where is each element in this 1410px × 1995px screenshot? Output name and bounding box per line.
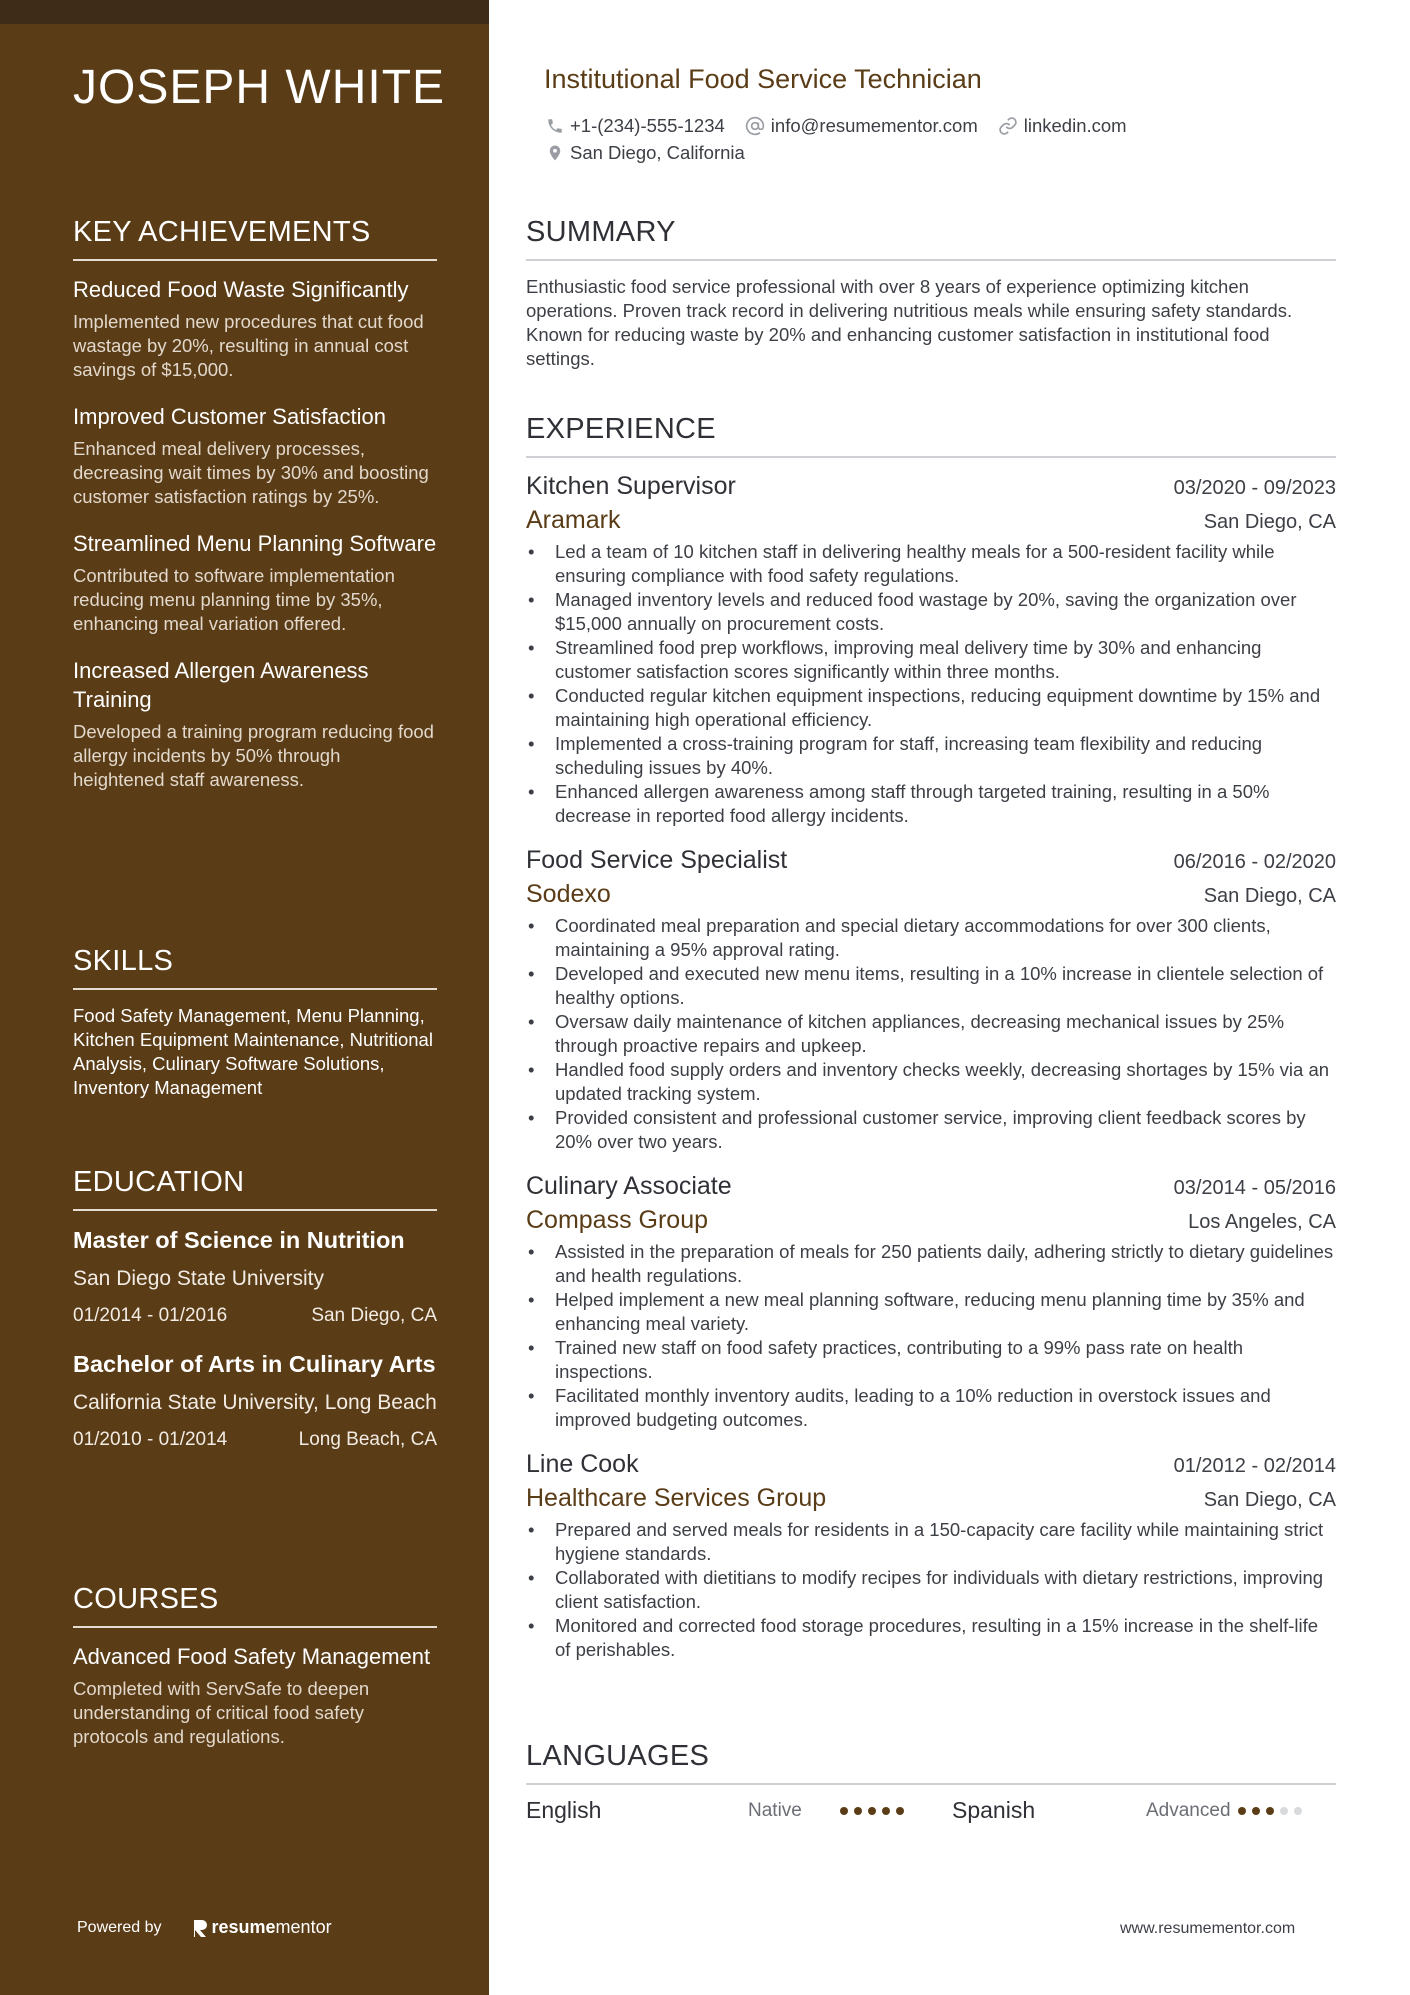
courses-list [73,1642,437,1749]
experience-entry [526,1172,1336,1432]
rating-dot-filled [1238,1807,1246,1815]
exp-location: San Diego, CA [1203,885,1336,907]
sidebar-top-band [0,0,489,24]
exp-header-row [526,846,1336,875]
section-heading: LANGUAGES [526,1740,1336,1785]
section-heading: EDUCATION [73,1166,437,1211]
course-title: Advanced Food Safety Management [73,1644,431,1669]
exp-bullet: • Implemented a cross-training program for staff, increasing team flexibility and reducing scheduling issues by 40%. [526,732,1336,780]
exp-company: Aramark [526,506,621,534]
exp-bullet: • Coordinated meal preparation and special dietary accommodations for over 300 clients, maintaining a 95% approval rating. [526,914,1336,962]
language-name: Spanish [952,1797,1036,1823]
exp-bullets [526,1518,1336,1662]
exp-company: Compass Group [526,1206,709,1234]
exp-bullet: • Assisted in the preparation of meals for 250 patients daily, adhering strictly to dietary guidelines and health regulations. [526,1240,1336,1288]
section-heading: KEY ACHIEVEMENTS [73,216,437,261]
rating-dot-filled [840,1807,848,1815]
language-level: Advanced [1146,1799,1231,1821]
exp-bullet: • Provided consistent and professional customer service, improving client feedback scores by 20% over two years. [526,1106,1336,1154]
edu-degree: Bachelor of Arts in Culinary Arts [73,1351,436,1377]
email-text: info@resumementor.com [770,114,978,136]
job-title: Institutional Food Service Technician [544,64,982,94]
exp-company-row [526,1479,1336,1513]
candidate-name: JOSEPH WHITE [73,61,446,114]
exp-company-row [526,501,1336,535]
rating-dot-filled [882,1807,890,1815]
powered-by-label: Powered by [77,1918,162,1936]
achievement-desc: Enhanced meal delivery processes, decreasing wait times by 30% and boosting customer satisfaction ratings by 25%. [73,438,429,507]
languages-list [526,1797,1336,1824]
location-pin-icon [546,143,564,163]
rating-dot-filled [1266,1807,1274,1815]
rating-dot-filled [896,1807,904,1815]
at-sign-icon [745,116,765,136]
exp-role: Food Service Specialist [526,846,788,874]
section-heading: SUMMARY [526,216,1336,261]
experience-entry [526,472,1336,828]
sidebar [0,0,489,1995]
rating-dot-empty [1294,1807,1302,1815]
edu-school: San Diego State University [73,1267,324,1290]
key-achievements-section [73,216,437,812]
language-rating [1238,1807,1318,1815]
exp-bullet: • Trained new staff on food safety practices, contributing to a 99% pass rate on health inspections. [526,1336,1336,1384]
achievement-title: Increased Allergen Awareness Training [73,658,369,712]
exp-dates: 01/2012 - 02/2014 [1173,1455,1336,1477]
exp-header-row [526,1450,1336,1479]
exp-bullet: • Oversaw daily maintenance of kitchen appliances, decreasing mechanical issues by 25% through proactive repairs and upkeep. [526,1010,1336,1058]
achievements-list [73,275,437,792]
exp-role: Culinary Associate [526,1172,732,1200]
exp-bullets [526,914,1336,1154]
rating-dot-filled [868,1807,876,1815]
rating-dot-filled [854,1807,862,1815]
location-text: San Diego, California [570,141,745,163]
education-section [73,1166,437,1473]
exp-bullet: • Helped implement a new meal planning software, reducing menu planning time by 35% and enhancing meal variety. [526,1288,1336,1336]
achievement-desc: Developed a training program reducing food allergy incidents by 50% through heightened staff awareness. [73,721,434,790]
experience-entry [526,846,1336,1154]
edu-meta [73,1429,437,1451]
achievement-title: Reduced Food Waste Significantly [73,277,409,302]
exp-company-row [526,1201,1336,1235]
experience-list [526,472,1336,1662]
edu-dates: 01/2010 - 01/2014 [73,1429,228,1450]
exp-header-row [526,1172,1336,1201]
exp-bullet: • Developed and executed new menu items, resulting in a 10% increase in clientele selection of healthy options. [526,962,1336,1010]
exp-header-row [526,472,1336,501]
phone-icon [546,117,564,135]
achievement-title: Streamlined Menu Planning Software [73,531,437,556]
edu-school: California State University, Long Beach [73,1391,437,1414]
website-link[interactable]: www.resumementor.com [1120,1920,1296,1937]
exp-bullet: • Streamlined food prep workflows, improving meal delivery time by 30% and enhancing customer satisfaction scores significantly within three months. [526,636,1336,684]
edu-meta [73,1305,437,1327]
exp-role: Line Cook [526,1450,639,1478]
language-rating [840,1807,952,1815]
exp-bullet: • Led a team of 10 kitchen staff in delivering healthy meals for a 500-resident facility while ensuring compliance with food safety regulations. [526,540,1336,588]
contact-email[interactable] [745,115,978,137]
edu-location: San Diego, CA [311,1305,437,1326]
rating-dot-filled [1252,1807,1260,1815]
exp-bullet: • Collaborated with dietitians to modify recipes for individuals with dietary restrictions, improving client satisfaction. [526,1566,1336,1614]
brand-rest: mentor [275,1917,332,1937]
link-icon [998,116,1018,136]
exp-dates: 03/2020 - 09/2023 [1173,477,1336,499]
experience-section [526,413,1336,1680]
exp-role: Kitchen Supervisor [526,472,736,500]
language-name: English [526,1797,602,1823]
powered-by [77,1917,332,1938]
edu-location: Long Beach, CA [298,1429,437,1450]
exp-company: Sodexo [526,880,611,908]
achievement-title: Improved Customer Satisfaction [73,404,387,429]
exp-bullet: • Monitored and corrected food storage procedures, resulting in a 15% increase in the shelf-life of perishables. [526,1614,1336,1662]
skills-section [73,945,437,1100]
experience-entry [526,1450,1336,1662]
exp-bullet: • Prepared and served meals for residents in a 150-capacity care facility while maintaining strict hygiene standards. [526,1518,1336,1566]
brand-bold: resume [211,1917,276,1937]
languages-section [526,1740,1336,1824]
skills-text: Food Safety Management, Menu Planning, Kitchen Equipment Maintenance, Nutritional Analysis, Culinary Software Solutions, Inventory Management [73,1005,433,1098]
course-desc: Completed with ServSafe to deepen understanding of critical food safety protocols and regulations. [73,1678,370,1747]
exp-location: San Diego, CA [1203,511,1336,533]
rating-dot-empty [1280,1807,1288,1815]
achievement-desc: Implemented new procedures that cut food wastage by 20%, resulting in annual cost savings of $15,000. [73,311,424,380]
phone-text: +1-(234)-555-1234 [570,114,725,136]
exp-bullets [526,540,1336,828]
resumementor-logo-icon [192,1918,208,1938]
language-level: Native [748,1799,802,1821]
courses-section [73,1583,437,1749]
edu-degree: Master of Science in Nutrition [73,1227,405,1253]
exp-dates: 06/2016 - 02/2020 [1173,851,1336,873]
exp-location: San Diego, CA [1203,1489,1336,1511]
contact-linkedin[interactable] [998,115,1127,137]
exp-bullet: • Enhanced allergen awareness among staff through targeted training, resulting in a 50% decrease in reported food allergy incidents. [526,780,1336,828]
exp-bullet: • Facilitated monthly inventory audits, leading to a 10% reduction in overstock issues and improved budgeting outcomes. [526,1384,1336,1432]
exp-dates: 03/2014 - 05/2016 [1173,1177,1336,1199]
linkedin-text: linkedin.com [1023,114,1127,136]
section-heading: SKILLS [73,945,437,990]
section-heading: EXPERIENCE [526,413,1336,458]
education-list [73,1225,437,1451]
contact-location [546,142,745,164]
section-heading: COURSES [73,1583,437,1628]
exp-bullet: • Managed inventory levels and reduced food wastage by 20%, saving the organization over $15,000 annually on procurement costs. [526,588,1336,636]
exp-bullet: • Handled food supply orders and inventory checks weekly, decreasing shortages by 15% via an updated tracking system. [526,1058,1336,1106]
edu-dates: 01/2014 - 01/2016 [73,1305,228,1326]
exp-bullets [526,1240,1336,1432]
exp-company: Healthcare Services Group [526,1484,827,1512]
summary-text: Enthusiastic food service professional with over 8 years of experience optimizing kitchen operations. Proven track record in delivering nutritious meals while ensuring safety standards. Known for reducing waste by 20% and enhancing customer satisfaction in institutional food settings. [526,276,1293,369]
contact-info [546,112,1147,166]
achievement-desc: Contributed to software implementation reducing menu planning time by 35%, enhancing meal variation offered. [73,565,395,634]
exp-company-row [526,875,1336,909]
resumementor-logo[interactable] [192,1917,332,1938]
contact-phone[interactable] [546,115,725,137]
exp-location: Los Angeles, CA [1188,1211,1336,1233]
summary-section [526,216,1336,371]
exp-bullet: • Conducted regular kitchen equipment inspections, reducing equipment downtime by 15% and maintaining high operational efficiency. [526,684,1336,732]
